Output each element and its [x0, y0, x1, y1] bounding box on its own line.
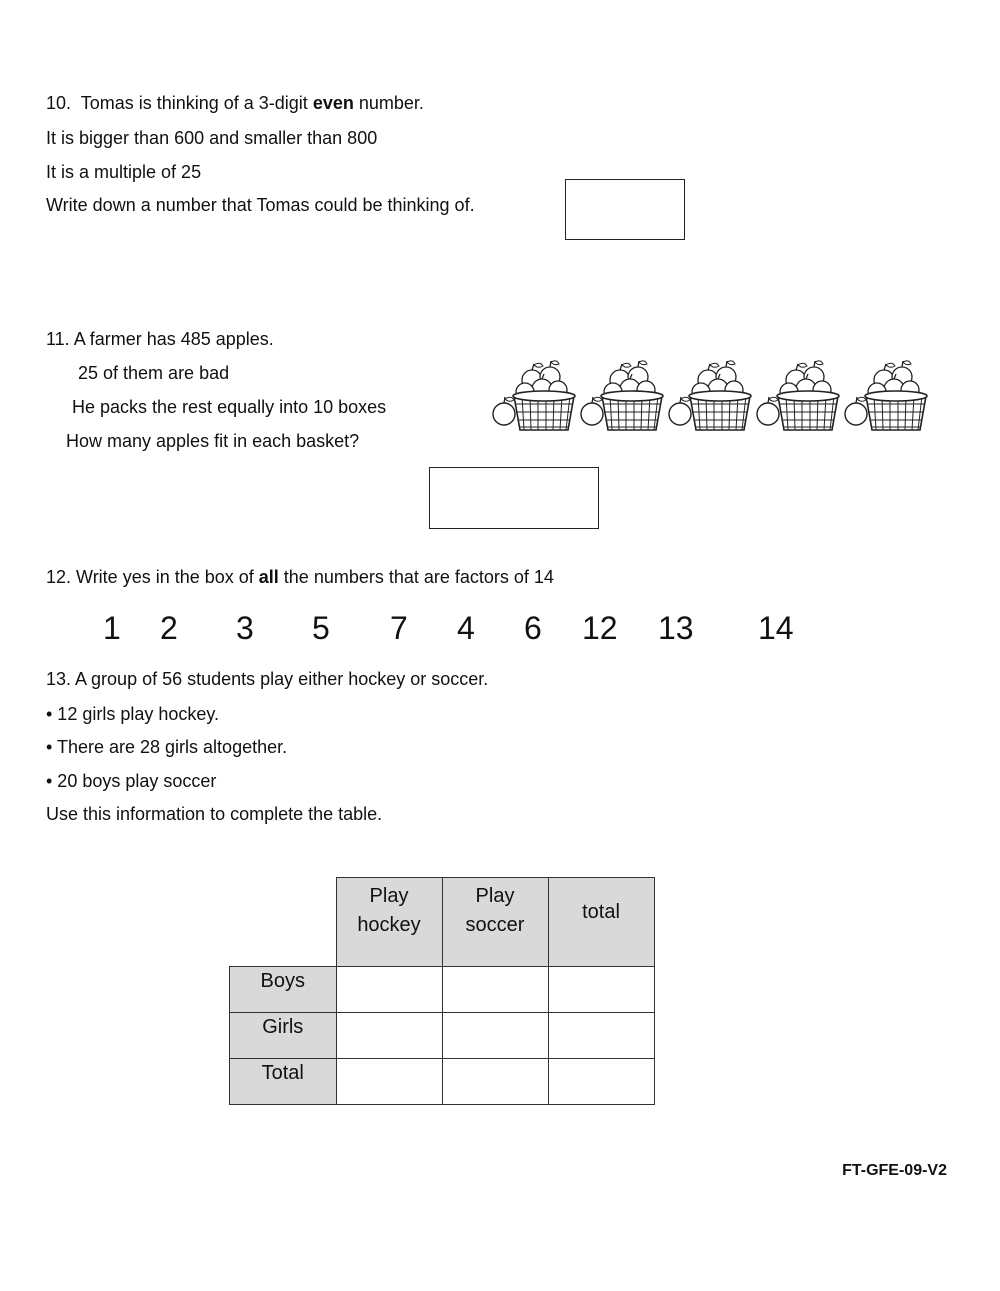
q11-line2: 25 of them are bad: [78, 363, 230, 383]
apple-baskets-illustration: [490, 352, 935, 438]
factor-number[interactable]: 1: [103, 610, 121, 646]
row-label-total: Total: [230, 1059, 337, 1105]
cell-total-hockey[interactable]: [336, 1059, 442, 1105]
q10-line2: It is bigger than 600 and smaller than 800: [46, 128, 378, 148]
q13-bullet3: • 20 boys play soccer: [46, 771, 217, 791]
q11-answer-box[interactable]: [429, 467, 599, 529]
header-total: total: [548, 878, 654, 967]
table-corner: [230, 878, 337, 967]
header-play-soccer: [442, 878, 548, 967]
factor-number[interactable]: 13: [658, 610, 694, 646]
q12-text: [46, 566, 554, 588]
q13-bullet1: • 12 girls play hockey.: [46, 704, 220, 724]
q13-line5: Use this information to complete the table.: [46, 804, 383, 824]
q10-answer-box[interactable]: [565, 179, 685, 240]
header-soccer-line1: Play: [475, 885, 515, 907]
q10-line1-post: number.: [353, 93, 424, 113]
cell-boys-total[interactable]: [548, 967, 654, 1013]
q12-text-pre: 12. Write yes in the box of: [46, 567, 259, 587]
factor-number[interactable]: 2: [160, 610, 178, 646]
header-hockey-line2: hockey: [357, 914, 421, 936]
q12-text-post: the numbers that are factors of 14: [278, 567, 554, 587]
two-way-table: [229, 877, 655, 1105]
q13-line1: 13. A group of 56 students play either hockey or soccer.: [46, 669, 489, 689]
q11-line1: 11. A farmer has 485 apples.: [46, 329, 274, 349]
q12-text-bold: all: [258, 567, 279, 587]
q10-line1-bold: even: [312, 93, 354, 113]
factor-number[interactable]: 12: [582, 610, 618, 646]
factor-number[interactable]: 5: [312, 610, 330, 646]
cell-boys-hockey[interactable]: [336, 967, 442, 1013]
factor-number[interactable]: 14: [758, 610, 794, 646]
header-soccer-line2: soccer: [465, 914, 525, 936]
factor-number[interactable]: 6: [524, 610, 542, 646]
q11-line4: How many apples fit in each basket?: [66, 431, 360, 451]
cell-girls-total[interactable]: [548, 1013, 654, 1059]
row-label-boys: Boys: [230, 967, 337, 1013]
header-play-hockey: [336, 878, 442, 967]
q13-bullet2: • There are 28 girls altogether.: [46, 737, 288, 757]
q10-line1-pre: 10. Tomas is thinking of a 3-digit: [46, 93, 313, 113]
factor-number[interactable]: 4: [457, 610, 475, 646]
row-label-girls: Girls: [230, 1013, 337, 1059]
q10-line3: It is a multiple of 25: [46, 162, 202, 182]
q10-line4: Write down a number that Tomas could be thinking of.: [46, 195, 475, 215]
cell-girls-hockey[interactable]: [336, 1013, 442, 1059]
factor-number[interactable]: 3: [236, 610, 254, 646]
header-hockey-line1: Play: [369, 885, 409, 907]
factor-number[interactable]: 7: [390, 610, 408, 646]
q10-line1: [46, 92, 424, 114]
cell-total-soccer[interactable]: [442, 1059, 548, 1105]
cell-total-total[interactable]: [548, 1059, 654, 1105]
document-code: FT-GFE-09-V2: [842, 1162, 947, 1179]
cell-boys-soccer[interactable]: [442, 967, 548, 1013]
q11-line3: He packs the rest equally into 10 boxes: [72, 397, 387, 417]
cell-girls-soccer[interactable]: [442, 1013, 548, 1059]
